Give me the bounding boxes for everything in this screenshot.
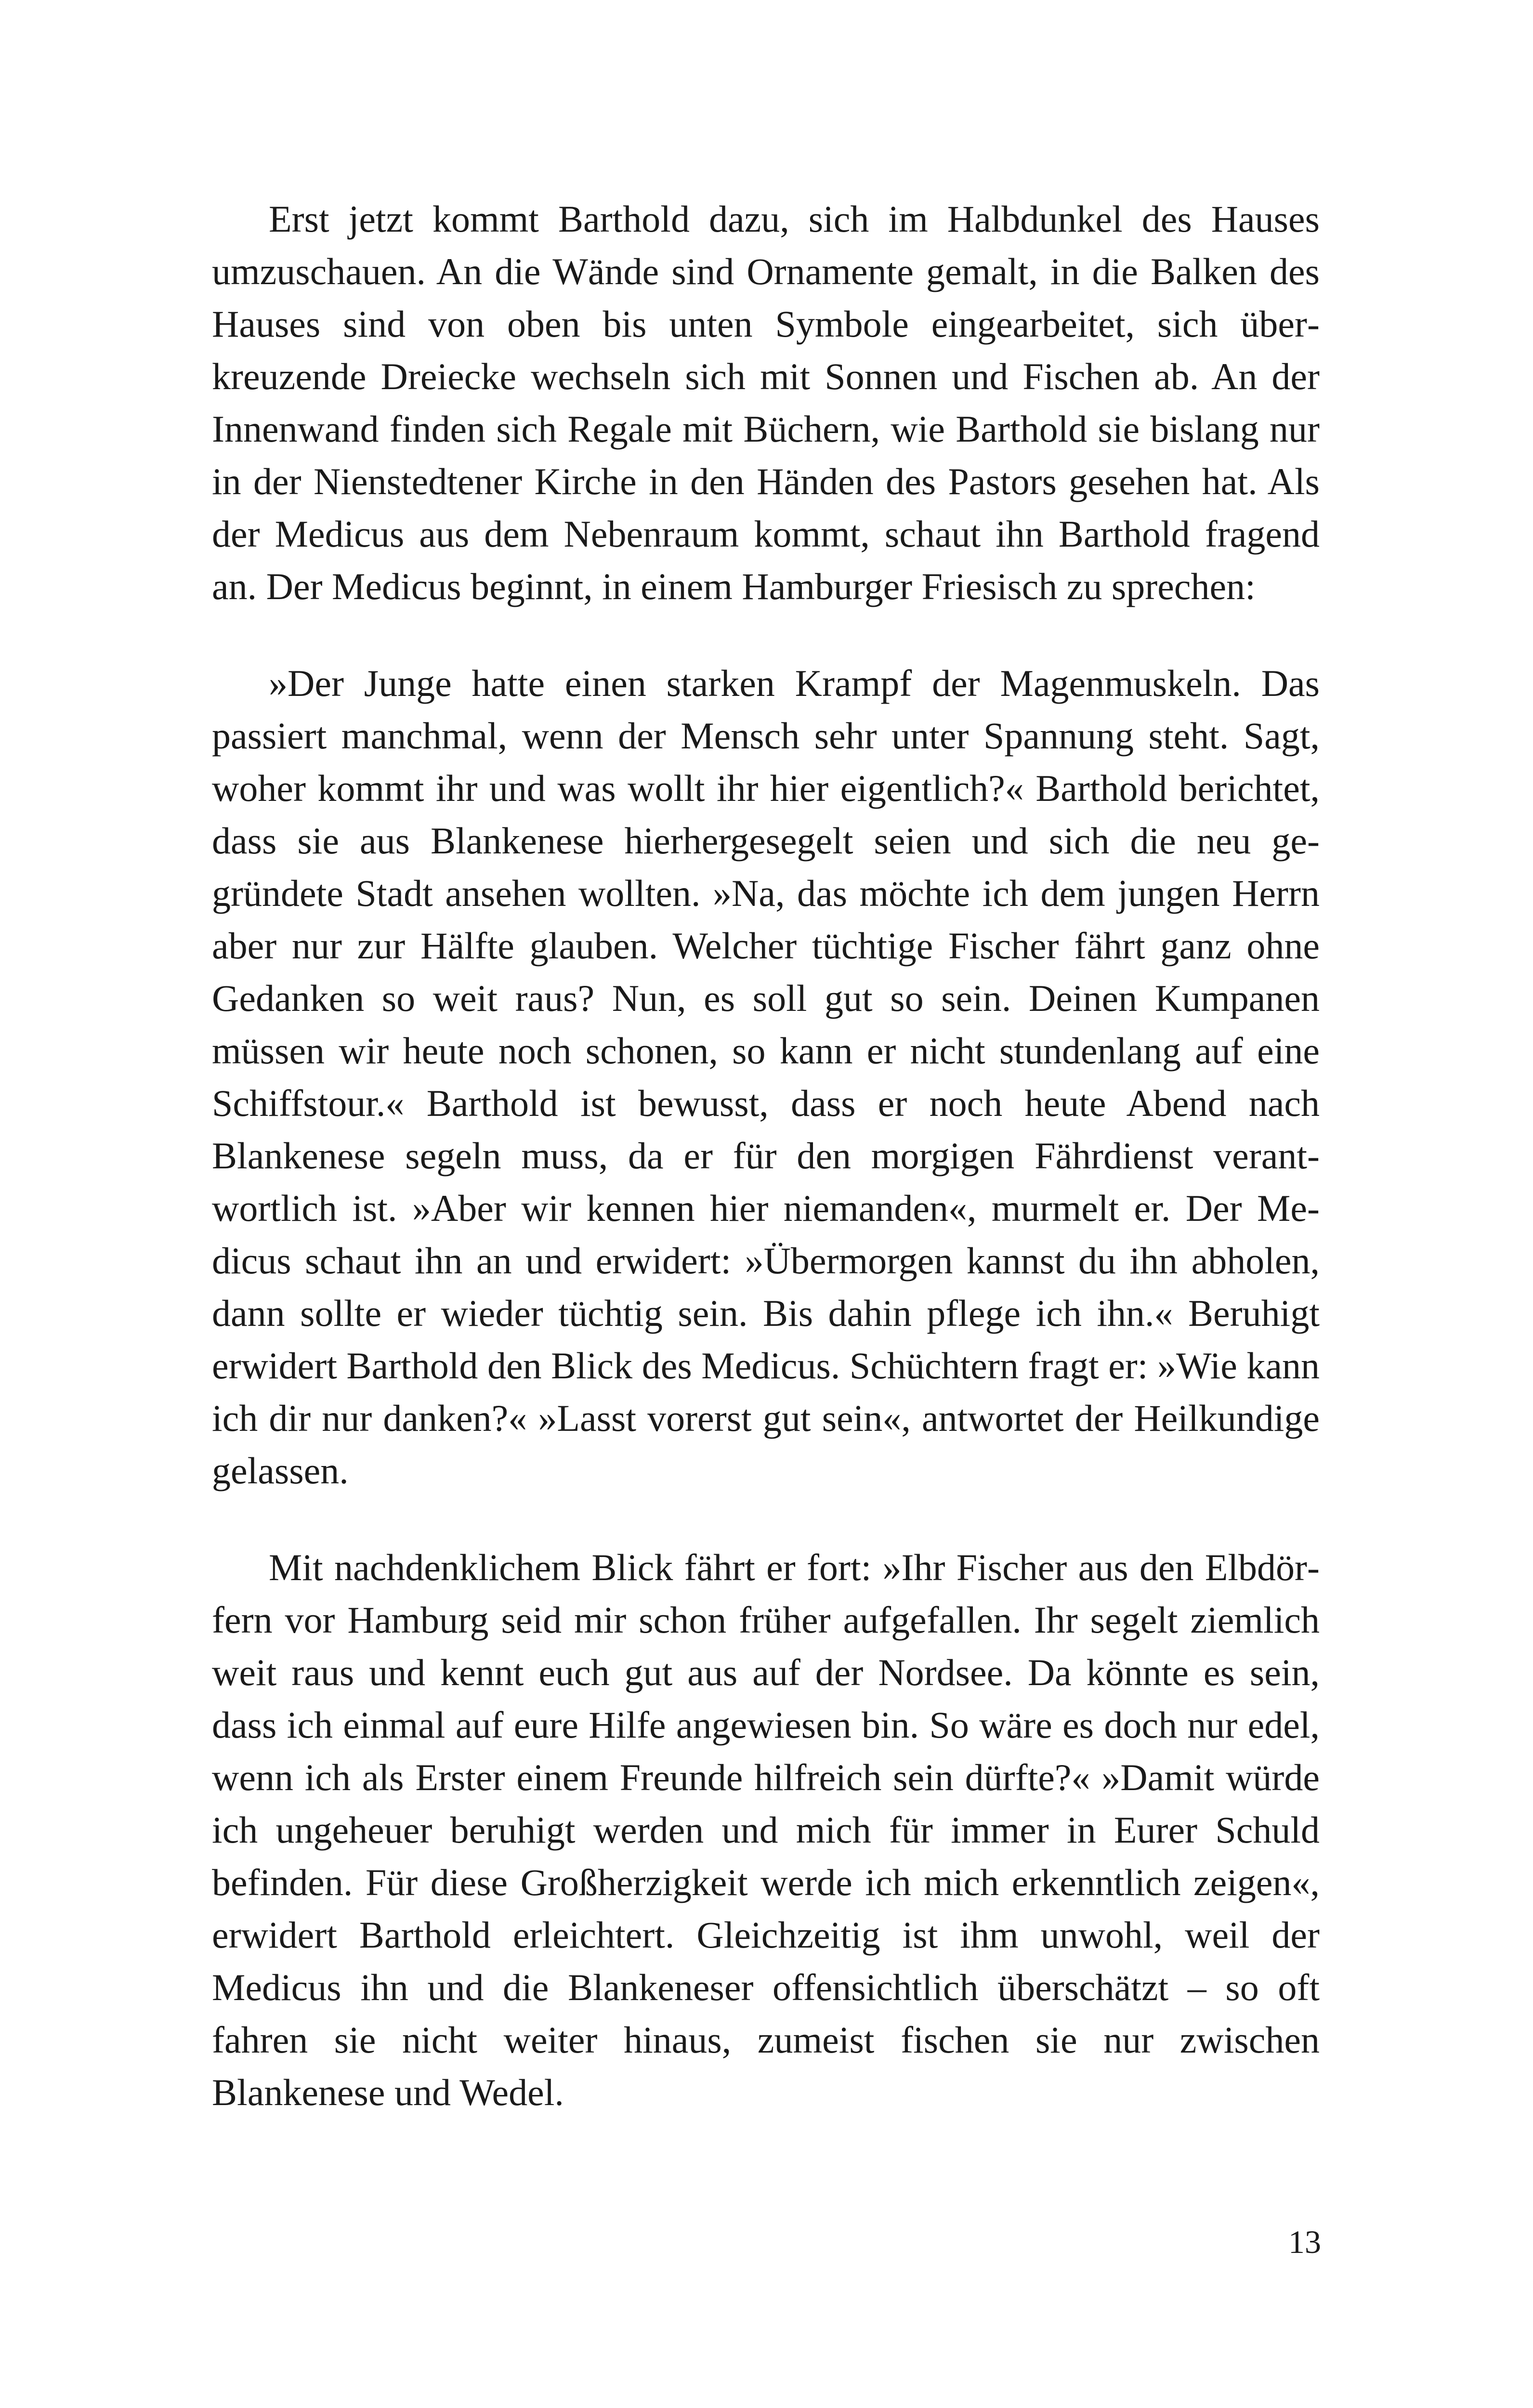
paragraph-2: »Der Junge hatte einen starken Krampf der Magenmuskeln. Das passiert manchmal, wenn der Mensch sehr unter Spannung steht. Sagt, woher kommt ihr und was wollt ihr hier eigentlich?« Barthold berichtet, dass sie aus Blankenese hierhergesegelt seien und sich die neu gegründete Stadt ansehen wollten. »Na, das möchte ich dem jungen Herrn aber nur zur Hälfte glauben. Welcher tüchtige Fischer fährt ganz ohne Gedanken so weit raus? Nun, es soll gut so sein. Deinen Kumpanen müssen wir heute noch schonen, so kann er nicht stundenlang auf eine Schiffstour.« Barthold ist bewusst, dass er noch heute Abend nach Blankenese segeln muss, da er für den morgigen Fährdienst verantwortlich ist. »Aber wir kennen hier niemanden«, murmelt er. Der Medicus schaut ihn an und erwidert: »Übermorgen kannst du ihn abholen, dann sollte er wieder tüchtig sein. Bis dahin pflege ich ihn.« Beruhigt erwidert Barthold den Blick des Medicus. Schüchtern fragt er: »Wie kann ich dir nur danken?« »Lasst vorerst gut sein«, antwortet der Heilkundige gelassen. [212,662,1320,1492]
page-number: 13 [1288,2224,1321,2260]
paragraph-3: Mit nachdenklichem Blick fährt er fort: »Ihr Fischer aus den Elbdörfern vor Hamburg seid mir schon früher aufgefallen. Ihr segelt ziemlich weit raus und kennt euch gut aus auf der Nordsee. Da könnte es sein, dass ich einmal auf eure Hilfe angewiesen bin. So wäre es doch nur edel, wenn ich als Erster einem Freunde hilfreich sein dürfte?« »Damit würde ich ungeheuer beruhigt werden und mich für immer in Eurer Schuld befinden. Für diese Großherzigkeit werde ich mich erkenntlich zeigen«, erwidert Barthold erleichtert. Gleichzeitig ist ihm unwohl, weil der Medicus ihn und die Blankeneser offensichtlich überschätzt – so oft fahren sie nicht weiter hinaus, zumeist fischen sie nur zwischen Blankenese und Wedel. [212,1546,1320,2113]
paragraph-1: Erst jetzt kommt Barthold dazu, sich im Halbdunkel des Hauses umzuschauen. An die Wände sind Ornamente gemalt, in die Balken des Hauses sind von oben bis unten Symbole eingearbeitet, sich überkreuzende Dreiecke wechseln sich mit Sonnen und Fischen ab. An der Innenwand finden sich Regale mit Büchern, wie Barthold sie bislang nur in der Nienstedtener Kirche in den Händen des Pastors gesehen hat. Als der Medicus aus dem Nebenraum kommt, schaut ihn Barthold fragend an. Der Medicus beginnt, in einem Hamburger Friesisch zu sprechen: [212,198,1320,607]
body-text [212,193,1320,2119]
